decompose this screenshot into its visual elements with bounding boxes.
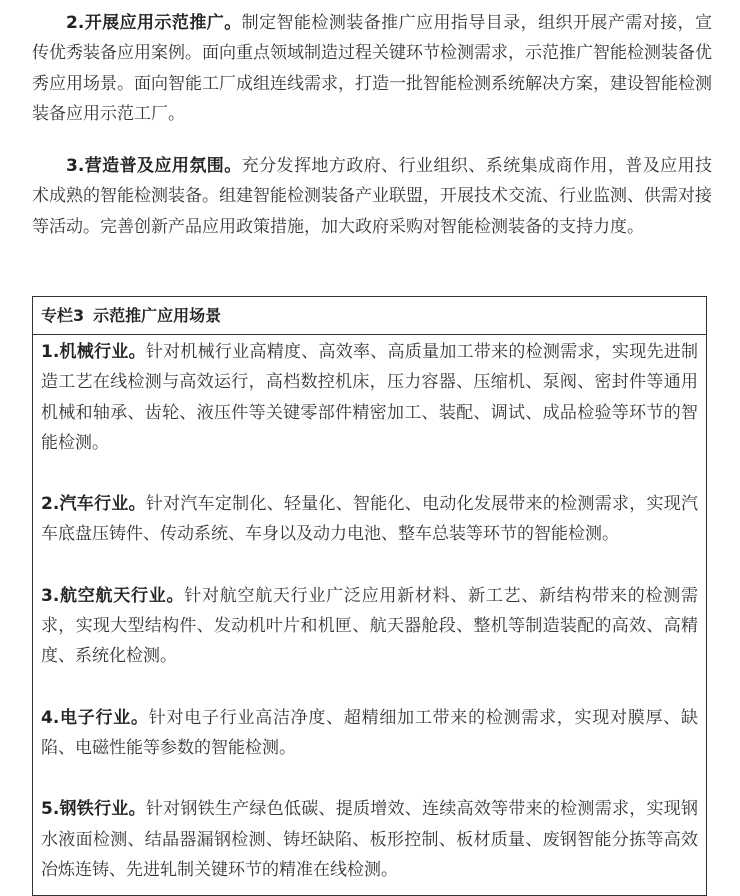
paragraph-text: 充分发挥地方政府、行业组织、系统集成商作用，普及应用技术成熟的智能检测装备。组建智能检测装备产业联盟，开展技术交流、行业监测、供需对接等活动。完善创新产品应用政策措施，加大政府采购对智能检测装备的支持力度。 — [32, 156, 712, 237]
paragraph-lead: 2.开展应用示范推广。 — [66, 13, 242, 33]
paragraph-application-demo — [32, 8, 712, 129]
scenario-item-aerospace — [41, 581, 698, 672]
scenario-lead: 5.钢铁行业。 — [41, 799, 146, 820]
scenario-item-automotive — [41, 489, 698, 550]
scenario-item-machinery — [41, 337, 698, 458]
scenario-lead: 2.汽车行业。 — [41, 494, 146, 515]
scenario-item-electronics — [41, 703, 698, 764]
scenario-lead: 4.电子行业。 — [41, 707, 149, 728]
feature-box — [32, 296, 707, 896]
scenario-text: 针对航空航天行业广泛应用新材料、新工艺、新结构带来的检测需求，实现大型结构件、发动机叶片和机匣、航天器舱段、整机等制造装配的高效、高精度、系统化检测。 — [41, 585, 699, 667]
scenario-lead: 3.航空航天行业。 — [41, 585, 185, 606]
scenario-text: 针对汽车定制化、轻量化、智能化、电动化发展带来的检测需求，实现汽车底盘压铸件、传动系统、车身以及动力电池、整车总装等环节的智能检测。 — [41, 494, 699, 545]
box-header-number: 专栏3 — [41, 306, 85, 325]
scenario-lead: 1.机械行业。 — [41, 342, 146, 362]
paragraph-application-atmosphere — [32, 151, 712, 242]
scenario-item-steel — [41, 794, 698, 885]
box-header-title: 示范推广应用场景 — [93, 306, 222, 325]
scenario-text: 针对钢铁生产绿色低碳、提质增效、连续高效等带来的检测需求，实现钢水液面检测、结晶器漏钢检测、铸坯缺陷、板形控制、板材质量、废钢智能分拣等高效冶炼连铸、先进轧制关键环节的精准在线检测。 — [41, 799, 699, 880]
paragraph-lead: 3.营造普及应用氛围。 — [66, 156, 242, 176]
scenario-text: 针对机械行业高精度、高效率、高质量加工带来的检测需求，实现先进制造工艺在线检测与高效运行，高档数控机床，压力容器、压缩机、泵阀、密封件等通用机械和轴承、齿轮、液压件等关键零部件精密加工、装配、调试、成品检验等环节的智能检测。 — [41, 342, 699, 453]
scenario-text: 针对电子行业高洁净度、超精细加工带来的检测需求，实现对膜厚、缺陷、电磁性能等参数的智能检测。 — [41, 707, 699, 758]
box-body — [33, 335, 706, 885]
paragraph-text: 制定智能检测装备推广应用指导目录，组织开展产需对接，宣传优秀装备应用案例。面向重点领域制造过程关键环节检测需求，示范推广智能检测装备优秀应用场景。面向智能工厂成组连线需求，打造一批智能检测系统解决方案，建设智能检测装备应用示范工厂。 — [32, 13, 712, 124]
box-header — [33, 297, 706, 335]
